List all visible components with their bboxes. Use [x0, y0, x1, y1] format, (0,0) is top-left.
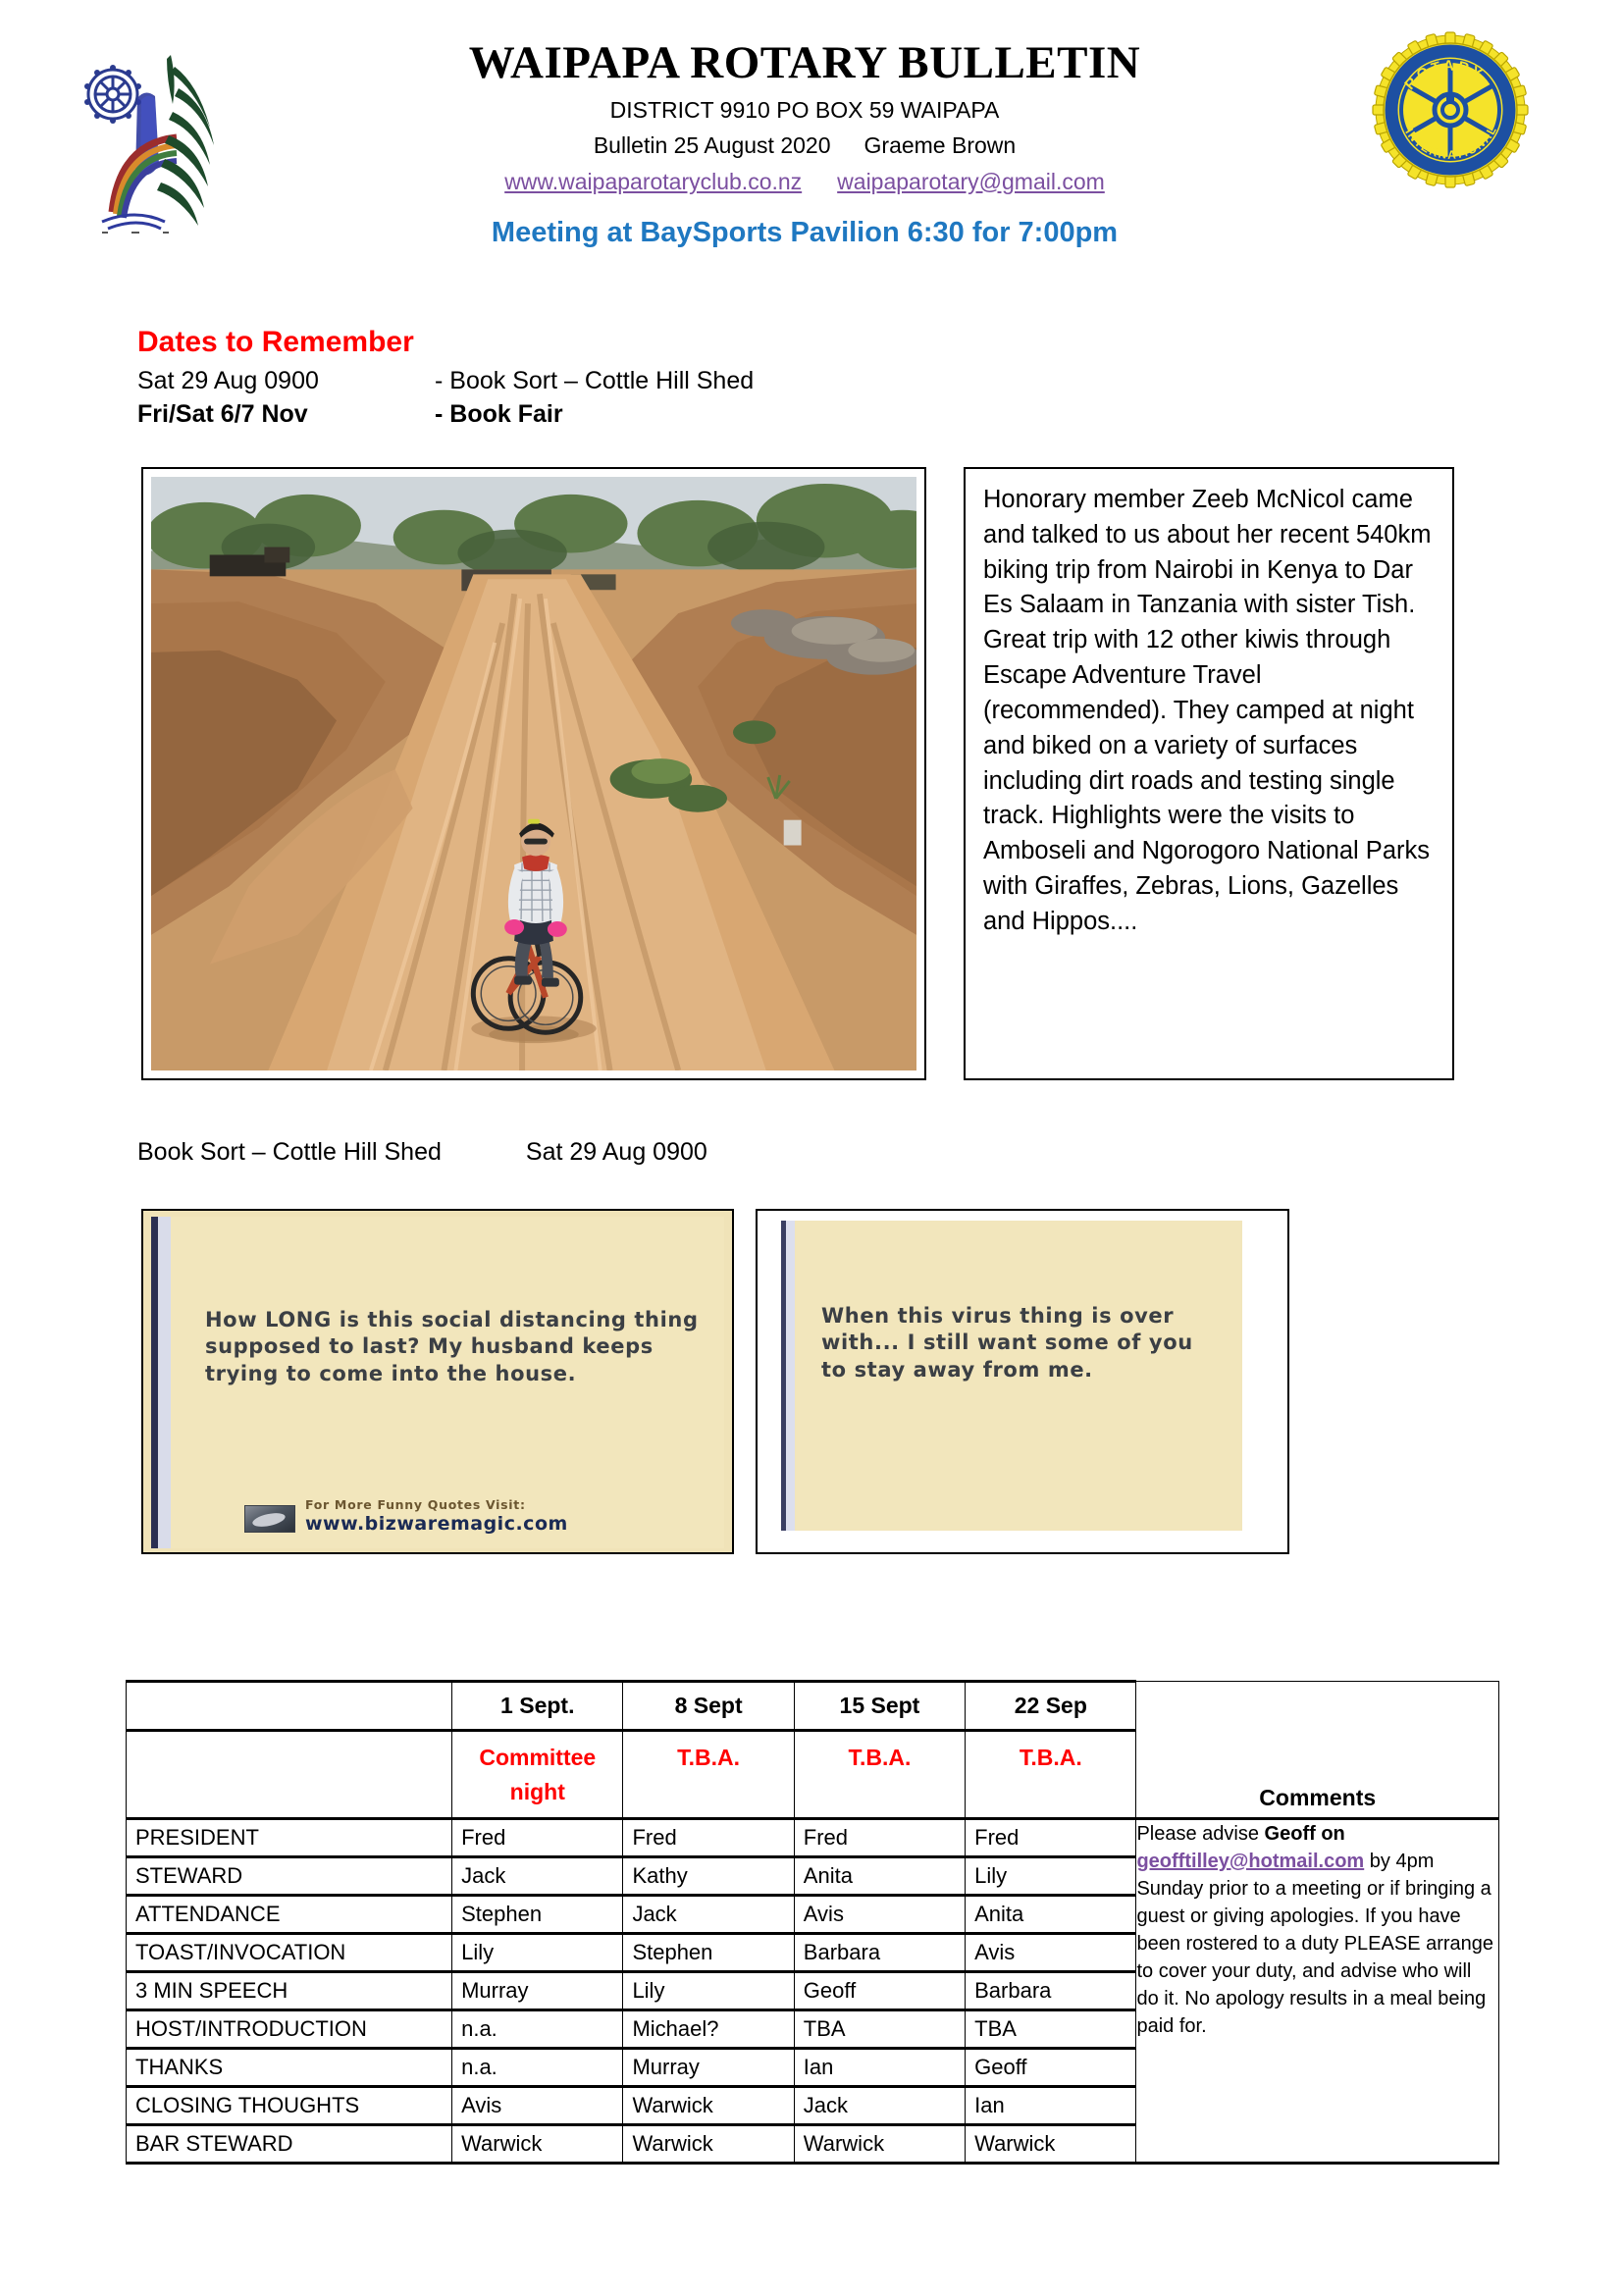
roster-cell: Ian [966, 2087, 1136, 2125]
roster-cell: Lily [452, 1934, 623, 1972]
quote-image-1 [141, 1209, 734, 1554]
district-line: DISTRICT 9910 PO BOX 59 WAIPAPA [609, 96, 1000, 123]
quote-card-1 [151, 1217, 724, 1548]
roster-cell: Stephen [452, 1896, 623, 1934]
roster-cell: Ian [794, 2049, 965, 2087]
duty-roster [126, 1680, 1499, 2165]
roster-table [126, 1680, 1499, 2165]
roster-week-status: T.B.A. [623, 1731, 794, 1819]
roster-cell: Avis [452, 2087, 623, 2125]
dates-heading: Dates to Remember [137, 326, 414, 358]
roster-duty-name: ATTENDANCE [127, 1896, 452, 1934]
roster-header-row [127, 1682, 1499, 1731]
date-row [137, 398, 1020, 432]
roster-duty-name: BAR STEWARD [127, 2125, 452, 2164]
roster-duty-name: THANKS [127, 2049, 452, 2087]
roster-duty-name: CLOSING THOUGHTS [127, 2087, 452, 2125]
svg-text:ROTARY: ROTARY [1401, 57, 1488, 94]
roster-cell: Geoff [794, 1972, 965, 2010]
roster-cell: Anita [966, 1896, 1136, 1934]
roster-corner-cell [127, 1682, 452, 1731]
comments-text-part1: Please advise [1136, 1823, 1265, 1845]
roster-cell: Avis [966, 1934, 1136, 1972]
quote-image-2 [756, 1209, 1289, 1554]
roster-cell: Barbara [794, 1934, 965, 1972]
roster-cell: Murray [623, 2049, 794, 2087]
roster-week-header: 22 Sep [966, 1682, 1136, 1731]
roster-cell: Jack [623, 1896, 794, 1934]
roster-cell: Lily [623, 1972, 794, 2010]
header-links [255, 169, 1354, 195]
roster-cell: Warwick [623, 2087, 794, 2125]
roster-duty-name: 3 MIN SPEECH [127, 1972, 452, 2010]
date-row [137, 365, 1020, 398]
roster-cell: n.a. [452, 2049, 623, 2087]
roster-duty-name: HOST/INTRODUCTION [127, 2010, 452, 2049]
quote-card-2 [781, 1221, 1242, 1531]
roster-week-status: T.B.A. [794, 1731, 965, 1819]
bulletin-editor: Graeme Brown [863, 131, 1017, 158]
roster-week-header: 15 Sept [794, 1682, 965, 1731]
club-website-link[interactable]: www.waipaparotaryclub.co.nz [504, 168, 803, 194]
dates-to-remember [137, 326, 1020, 431]
club-email-link[interactable]: waipaparotary@gmail.com [837, 168, 1105, 194]
quote-text-2: When this virus thing is over with... I still want some of you to stay away from me. [821, 1304, 1193, 1382]
roster-cell: Jack [452, 1857, 623, 1896]
bulletin-date-line [255, 132, 1354, 159]
bulletin-date: Bulletin 25 August 2020 [593, 131, 831, 158]
roster-duty-name: PRESIDENT [127, 1819, 452, 1857]
roster-cell: Fred [966, 1819, 1136, 1857]
roster-cell: Fred [623, 1819, 794, 1857]
feature-story-frame [964, 467, 1454, 1080]
roster-cell: Fred [452, 1819, 623, 1857]
svg-text:INTERNATIONAL: INTERNATIONAL [1402, 123, 1500, 162]
booksort-caption [137, 1138, 707, 1167]
roster-week-status: Committee night [452, 1731, 623, 1819]
page-title: WAIPAPA ROTARY BULLETIN [468, 37, 1141, 88]
roster-cell: Geoff [966, 2049, 1136, 2087]
bulletin-header [0, 0, 1622, 294]
comments-text-part2: by 4pm Sunday prior to a meeting or if bringing a guest or giving apologies. If you have been rostered to a duty PLEASE arrange to cover your duty, and advise who will do it. No apology results in a meal being paid for. [1136, 1851, 1494, 2037]
quote-footer-line1: For More Funny Quotes Visit: [305, 1497, 526, 1512]
roster-cell: Barbara [966, 1972, 1136, 2010]
roster-week-header: 1 Sept. [452, 1682, 623, 1731]
waipapa-rotary-club-logo-icon [77, 37, 219, 234]
roster-week-status: T.B.A. [966, 1731, 1136, 1819]
rotary-international-logo-icon [1372, 31, 1529, 188]
roster-cell: Warwick [623, 2125, 794, 2164]
roster-cell: Avis [794, 1896, 965, 1934]
roster-cell: n.a. [452, 2010, 623, 2049]
date-when: Sat 29 Aug 0900 [137, 367, 319, 394]
roster-cell: Fred [794, 1819, 965, 1857]
roster-cell: Warwick [452, 2125, 623, 2164]
bizwaremagic-logo-icon [244, 1505, 295, 1533]
roster-cell: Stephen [623, 1934, 794, 1972]
feature-photo-frame [141, 467, 926, 1080]
geoff-email-link[interactable]: geofftilley@hotmail.com [1136, 1851, 1365, 1872]
quote-footer-1 [305, 1497, 698, 1535]
roster-cell: Warwick [794, 2125, 965, 2164]
header-center [255, 37, 1354, 249]
date-what: - Book Fair [435, 399, 563, 428]
roster-comments-body [1136, 1819, 1499, 2164]
roster-duty-name: STEWARD [127, 1857, 452, 1896]
comments-bold-geoff: Geoff on [1264, 1823, 1345, 1845]
feature-story-text: Honorary member Zeeb McNicol came and talked to us about her recent 540km biking trip from Nairobi in Kenya to Dar Es Salaam in Tanzania with sister Tish. Great trip with 12 other kiwis through Escape Adventure Travel (recommended). They camped at night and biked on a variety of surfaces including dirt roads and testing single track. Highlights were the visits to Amboseli and Ngorogoro National Parks with Giraffes, Zebras, Lions, Gazelles and Hippos.... [983, 486, 1432, 935]
booksort-when: Sat 29 Aug 0900 [525, 1138, 707, 1166]
meeting-info: Meeting at BaySports Pavilion 6:30 for 7:00pm [491, 216, 1119, 248]
roster-subcorner-cell [127, 1731, 452, 1819]
date-what: - Book Sort – Cottle Hill Shed [435, 367, 755, 394]
quote-footer-line2: www.bizwaremagic.com [305, 1513, 568, 1535]
roster-week-header: 8 Sept [623, 1682, 794, 1731]
roster-cell: TBA [966, 2010, 1136, 2049]
roster-cell: Jack [794, 2087, 965, 2125]
booksort-title: Book Sort – Cottle Hill Shed [137, 1138, 442, 1166]
roster-cell: TBA [794, 2010, 965, 2049]
quote-text-1: How LONG is this social distancing thing supposed to last? My husband keeps trying to come into the house. [205, 1308, 699, 1385]
roster-duty-name: TOAST/INVOCATION [127, 1934, 452, 1972]
table-row [127, 1819, 1499, 1857]
date-when: Fri/Sat 6/7 Nov [137, 399, 308, 428]
roster-cell: Michael? [623, 2010, 794, 2049]
roster-cell: Murray [452, 1972, 623, 2010]
feature-photo [151, 477, 916, 1070]
roster-cell: Lily [966, 1857, 1136, 1896]
roster-cell: Anita [794, 1857, 965, 1896]
roster-cell: Warwick [966, 2125, 1136, 2164]
roster-comments-header: Comments [1136, 1682, 1499, 1819]
roster-cell: Kathy [623, 1857, 794, 1896]
